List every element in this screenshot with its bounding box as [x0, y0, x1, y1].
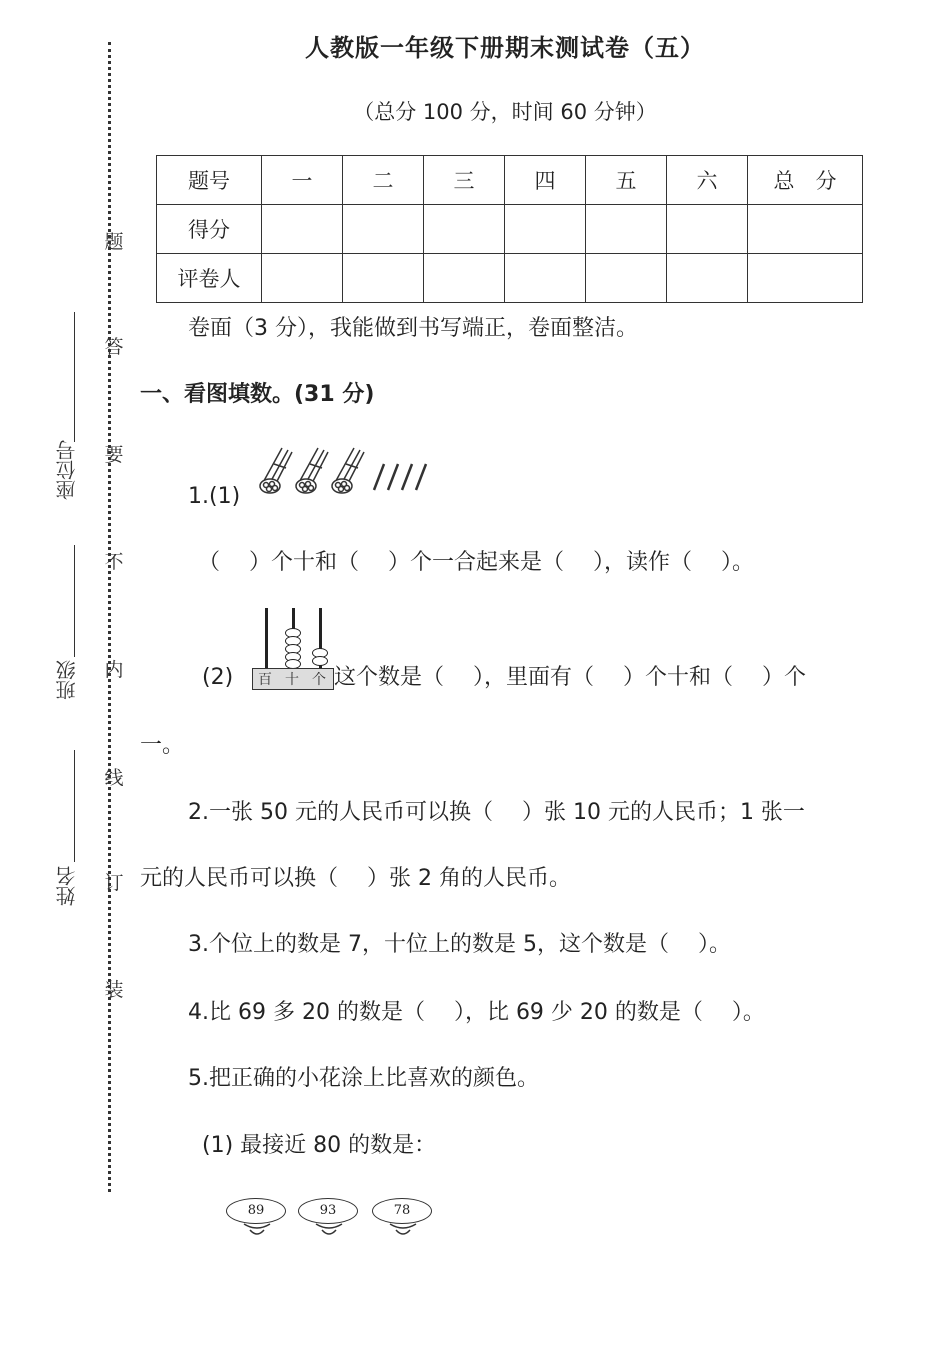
- flower-petal: 78: [372, 1198, 432, 1224]
- header-cell: 一: [262, 156, 343, 205]
- question-5-text: 5.把正确的小花涂上比喜欢的颜色。: [188, 1066, 539, 1091]
- row-label: 得分: [157, 205, 262, 254]
- grader-cell[interactable]: [748, 254, 863, 303]
- table-row: [157, 254, 863, 303]
- question-1-2-continuation: 一。: [140, 733, 185, 758]
- seat-number-line: [74, 312, 75, 442]
- score-cell[interactable]: [667, 205, 748, 254]
- score-cell[interactable]: [586, 205, 667, 254]
- flower-option[interactable]: [226, 1198, 288, 1242]
- header-cell: 三: [424, 156, 505, 205]
- header-cell: 六: [667, 156, 748, 205]
- ten-stick-bundle: [332, 448, 364, 493]
- stick-bundles-figure: [256, 442, 440, 498]
- question-5-1-text: (1) 最接近 80 的数是：: [202, 1133, 437, 1158]
- flower-petal: 89: [226, 1198, 286, 1224]
- question-1-2-label: (2): [202, 665, 234, 690]
- seal-char: 线: [104, 767, 124, 789]
- section-heading: 一、看图填数。(31 分): [140, 382, 375, 407]
- binding-dotted-line: [108, 42, 111, 1192]
- exam-title: 人教版一年级下册期末测试卷（五）: [305, 34, 705, 62]
- question-2-text-line1: 2.一张 50 元的人民币可以换（ ）张 10 元的人民币；1 张一: [188, 800, 805, 825]
- table-row: [157, 205, 863, 254]
- header-cell: 四: [505, 156, 586, 205]
- grader-cell[interactable]: [343, 254, 424, 303]
- flower-option[interactable]: [298, 1198, 360, 1242]
- name-line: [74, 750, 75, 862]
- seal-char: 题: [104, 231, 124, 253]
- seat-number-label: 座位号: [55, 440, 79, 500]
- seal-char: 不: [104, 551, 124, 573]
- name-label: 姓名: [55, 866, 79, 906]
- table-row: [157, 156, 863, 205]
- class-line: [74, 545, 75, 657]
- exam-subtitle: （总分 100 分，时间 60 分钟）: [353, 100, 657, 124]
- flower-stem-icon: [240, 1220, 274, 1240]
- header-cell: 题号: [157, 156, 262, 205]
- class-label: 班级: [55, 660, 79, 700]
- grader-cell[interactable]: [505, 254, 586, 303]
- grader-cell[interactable]: [424, 254, 505, 303]
- flower-option[interactable]: [372, 1198, 434, 1242]
- header-cell: 总 分: [748, 156, 863, 205]
- grader-cell[interactable]: [262, 254, 343, 303]
- neatness-note: 卷面（3 分），我能做到书写端正，卷面整洁。: [188, 316, 638, 341]
- seal-char: 装: [104, 979, 124, 1001]
- abacus-label-hundreds: 百: [258, 672, 272, 688]
- row-label: 评卷人: [157, 254, 262, 303]
- grader-cell[interactable]: [667, 254, 748, 303]
- seal-char: 答: [104, 336, 124, 358]
- seal-char: 内: [104, 659, 124, 681]
- score-cell[interactable]: [424, 205, 505, 254]
- header-cell: 五: [586, 156, 667, 205]
- score-cell[interactable]: [343, 205, 424, 254]
- flower-petal: 93: [298, 1198, 358, 1224]
- seal-char: 订: [104, 872, 124, 894]
- score-table: [156, 155, 863, 303]
- ten-stick-bundle: [260, 448, 292, 493]
- header-cell: 二: [343, 156, 424, 205]
- seal-char: 要: [104, 444, 124, 466]
- question-3-text: 3.个位上的数是 7，十位上的数是 5，这个数是（ ）。: [188, 932, 731, 957]
- abacus-bead: [312, 656, 328, 666]
- question-1-1-text: （ ）个十和（ ）个一合起来是（ ），读作（ ）。: [198, 550, 754, 575]
- score-cell[interactable]: [748, 205, 863, 254]
- score-cell[interactable]: [262, 205, 343, 254]
- single-sticks: [374, 464, 426, 490]
- flower-stem-icon: [386, 1220, 420, 1240]
- ten-stick-bundle: [296, 448, 328, 493]
- abacus-label-tens: 十: [285, 672, 299, 688]
- question-2-text-line2: 元的人民币可以换（ ）张 2 角的人民币。: [140, 866, 571, 891]
- grader-cell[interactable]: [586, 254, 667, 303]
- abacus-rod-hundreds: [265, 608, 268, 668]
- question-4-text: 4.比 69 多 20 的数是（ ），比 69 少 20 的数是（ ）。: [188, 1000, 765, 1025]
- score-cell[interactable]: [505, 205, 586, 254]
- question-1-label: 1.(1): [188, 484, 241, 509]
- flower-stem-icon: [312, 1220, 346, 1240]
- question-1-2-text: 这个数是（ ），里面有（ ）个十和（ ）个: [334, 665, 806, 690]
- abacus-label-ones: 个: [312, 672, 326, 688]
